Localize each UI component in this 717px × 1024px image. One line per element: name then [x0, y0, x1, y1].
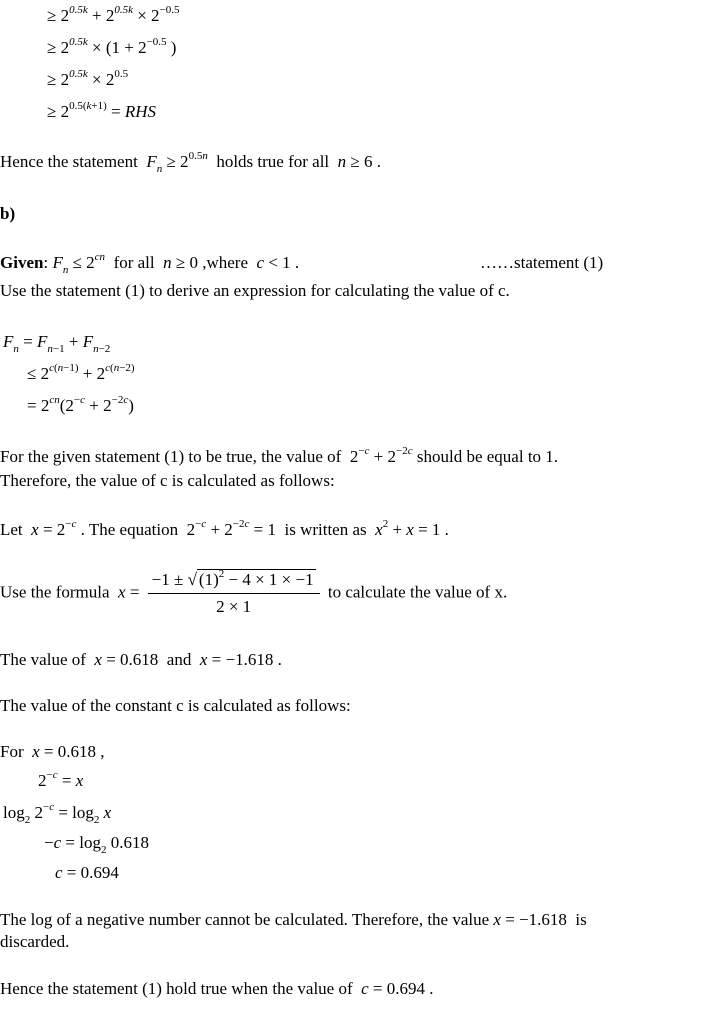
equation-text: . The equation	[80, 520, 179, 539]
written-as-text: is written as	[284, 520, 367, 539]
statement-1-label: ……statement (1)	[480, 253, 604, 272]
solve-line-1: $2^{-c} = x$	[38, 769, 84, 790]
ineq-line-1: ≥ $2^{0.5k} + 2^{0.5k} \times 2^{-0.5}$	[47, 4, 180, 25]
solve-line-3: $-c = \log_2 0.618$	[44, 833, 149, 856]
discard-text-2: is	[575, 910, 587, 929]
constant-text: The value of the constant c is calculated as follows:	[0, 696, 351, 715]
section-b-label: b)	[0, 204, 16, 223]
final-line: Hence the statement (1) hold true when the value of c = 0.694 .	[0, 979, 434, 998]
given-text-1: for all	[113, 253, 155, 272]
solve-line-4: c = 0.694	[55, 863, 119, 882]
conclusion-text-2: holds true for all	[216, 152, 330, 171]
solve-line-2: $\log_2 2^{-c} = \log_2 x$	[3, 801, 112, 826]
for-x-line: For x = 0.618 ,	[0, 742, 105, 761]
formula-text-1: Use the formula	[0, 582, 110, 602]
conclusion-text-1: Hence the statement	[0, 152, 138, 171]
roots-line: The value of x = 0.618 and x = −1.618 .	[0, 650, 282, 669]
discard-text-3: discarded.	[0, 932, 70, 951]
statement-1-tag	[480, 253, 603, 273]
formula-line: Use the formula x = $\frac{-1 \pm √ (1)^2 - 4 \times 1 \times -1}{2 \times 1}$ to calculate the value of x.	[0, 568, 508, 616]
constant-intro	[0, 696, 351, 716]
formula-text-2: to calculate the value of x.	[327, 582, 508, 602]
condition-line: For the given statement (1) to be true, the value of $2^{-c} + 2^{-2c}$ should be equal to 1.	[0, 445, 559, 466]
quadratic-fraction: $\frac{-1 \pm √ (1)^2 - 4 \times 1 \times -1}{2 \times 1}$	[148, 570, 320, 617]
roots-text-1: The value of	[0, 650, 86, 669]
fn-line-2: ≤ $2^{c(n-1)} + 2^{c(n-2)}$	[27, 362, 135, 383]
discard-text-1: The log of a negative number cannot be calculated. Therefore, the value	[0, 910, 490, 929]
given-text-2: ,where	[202, 253, 249, 272]
section-b-heading	[0, 204, 15, 224]
ineq-line-4: ≥ $2^{0.5(k+1)}$ = RHS	[47, 100, 157, 121]
conclusion-a: Hence the statement $F_n \ge 2^{0.5n}$ holds true for all n ≥ 6 .	[0, 150, 381, 175]
final-text: Hence the statement (1) hold true when the value of	[0, 979, 353, 998]
ineq-line-2: ≥ $2^{0.5k} \times (1 + 2^{-0.5}$ )	[47, 36, 177, 57]
roots-text-2: and	[166, 650, 192, 669]
discard-line-1: The log of a negative number cannot be calculated. Therefore, the value x = −1.618 is	[0, 910, 587, 929]
therefore-text: Therefore, the value of c is calculated as follows:	[0, 471, 335, 490]
given-label: Given	[0, 253, 44, 272]
substitution-line: Let $x = 2^{-c}$ . The equation $2^{-c} + 2^{-2c} = 1$ is written as $x^2 + x = 1$ .	[0, 518, 449, 539]
given-line: Given: $F_n \le 2^{cn}$ for all n ≥ 0 ,where c < 1 .	[0, 251, 300, 276]
fn-line-3: = $2^{cn}(2^{-c} + 2^{-2c})$	[27, 394, 134, 415]
fn-line-1: $F_n = F_{n-1} + F_{n-2}$	[3, 332, 111, 355]
for-text: For	[0, 742, 24, 761]
let-text: Let	[0, 520, 23, 539]
derive-instruction	[0, 281, 510, 301]
therefore-line	[0, 471, 335, 491]
ineq-line-3: ≥ $2^{0.5k} \times 2^{0.5}$	[47, 68, 129, 89]
condition-text-2: should be equal to 1.	[416, 447, 559, 466]
discard-line-2	[0, 932, 69, 952]
condition-text-1: For the given statement (1) to be true, the value of	[0, 447, 342, 466]
derive-text: Use the statement (1) to derive an expression for calculating the value of c.	[0, 281, 510, 300]
